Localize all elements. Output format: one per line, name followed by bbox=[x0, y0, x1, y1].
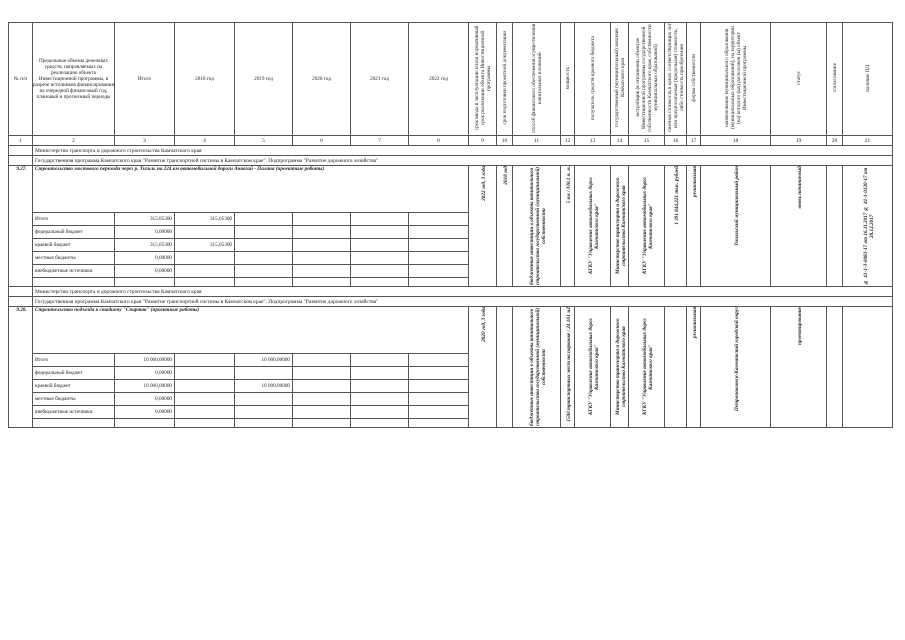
col-num: 20 bbox=[827, 136, 843, 146]
row-label: Итого bbox=[33, 213, 115, 226]
value-cell: 315,05300 bbox=[115, 239, 175, 252]
value-cell: 10 000,00000 bbox=[235, 354, 293, 367]
col-num: 8 bbox=[409, 136, 469, 146]
object-title-row bbox=[9, 307, 893, 354]
value-cell: 10 000,00000 bbox=[235, 380, 293, 393]
column-number-row bbox=[9, 136, 893, 146]
capacity: 5 км / 330,1 п. м. bbox=[565, 166, 572, 204]
value-cell: 0,00000 bbox=[115, 226, 175, 239]
design-term bbox=[497, 307, 513, 428]
header-col-3: Итого bbox=[115, 23, 175, 136]
value-cell: 315,05300 bbox=[115, 213, 175, 226]
program-row: Государственная программа Камчатского края "Развитие транспортной системы в Камчатском крае". Подпрограмма "Развитие дорожного хозяйства" bbox=[33, 156, 893, 166]
row-label: краевой бюджет bbox=[33, 380, 115, 393]
header-col-13: получатель средств краевого бюджета bbox=[589, 35, 596, 121]
col-num: 9 bbox=[469, 136, 497, 146]
col-num: 17 bbox=[687, 136, 701, 146]
design-term: 2018 год bbox=[502, 166, 509, 185]
object-title: Строительство мостового перехода через р. Тигиль на 224 км автомобильной дороги Анавгай - Палана (проектные работы) bbox=[33, 166, 469, 213]
row-label: внебюджетные источники bbox=[33, 265, 115, 278]
row-label: федеральный бюджет bbox=[33, 367, 115, 380]
municipality: Петропавловск-Камчатский городской округ bbox=[733, 307, 740, 412]
header-col-9: срок ввода в эксплуатацию и/или нормативный срок реализации объекта Инвестиционной программы bbox=[473, 25, 492, 131]
object-title-row bbox=[9, 166, 893, 213]
value-cell: 0,00000 bbox=[115, 406, 175, 419]
header-col-6: 2020 год bbox=[293, 23, 351, 136]
row-label: местные бюджеты bbox=[33, 252, 115, 265]
header-col-17: форма собственности bbox=[690, 54, 697, 102]
state-customer: Министерство транспорта и дорожного строительства Камчатского края bbox=[614, 177, 627, 275]
document-page bbox=[8, 22, 892, 524]
value-cell: 0,00000 bbox=[115, 265, 175, 278]
item-number: 9.28. bbox=[9, 307, 33, 428]
col-num: 15 bbox=[629, 136, 665, 146]
header-col-19: статус bbox=[795, 71, 802, 85]
row-label: федеральный бюджет bbox=[33, 226, 115, 239]
header-col-2: Предельные объемы денежных средств, направляемых на реализацию объекта Инвестиционной программы, в разрезе источников финансирования на очередной финансовый год, плановый и прогнозный периоды bbox=[33, 23, 115, 136]
col-num: 3 bbox=[115, 136, 175, 146]
header-col-21: наличие ПД bbox=[864, 64, 871, 92]
developer: КГКУ "Управление автомобильных дорог Камчатского края" bbox=[641, 177, 654, 275]
col-num: 7 bbox=[351, 136, 409, 146]
col-num: 12 bbox=[561, 136, 575, 146]
col-num: 13 bbox=[575, 136, 611, 146]
row-label: краевой бюджет bbox=[33, 239, 115, 252]
developer: КГКУ "Управление автомобильных дорог Камчатского края" bbox=[641, 318, 654, 416]
col-num: 2 bbox=[33, 136, 115, 146]
header-col-14: государственный (муниципальный) заказчик Камчатского края bbox=[613, 28, 626, 128]
header-col-20: согласование bbox=[831, 63, 838, 93]
header-col-15: застройщик (в отношении объектов Инвестиционной программы государственной собственности Камчатского края, собственности муниципальных образований) bbox=[634, 24, 659, 132]
commissioning-term: 2020 год, 3 года bbox=[480, 307, 487, 342]
header-col-18: наименование муниципального образования (муниципальных образований), на территории (на) которого (ых) расположен (ы) объект Инвестиционной программы bbox=[723, 26, 748, 130]
header-col-11: способ финансового обеспечения осуществления капитальных вложений bbox=[530, 23, 543, 133]
commissioning-term: 2022 год, 3 года bbox=[480, 166, 487, 201]
value-cell: 0,00000 bbox=[115, 393, 175, 406]
col-num: 10 bbox=[497, 136, 513, 146]
value-cell: 10 000,00000 bbox=[115, 380, 175, 393]
col-num: 1 bbox=[9, 136, 33, 146]
status: проектирование bbox=[796, 307, 803, 345]
program-row: Государственная программа Камчатского края "Развитие транспортной системы в Камчатском крае". Подпрограмма "Развитие дорожного хозяйства" bbox=[33, 297, 893, 307]
col-num: 11 bbox=[513, 136, 561, 146]
header-col-7: 2021 год bbox=[351, 23, 409, 136]
funds-recipient: КГКУ "Управление автомобильных дорог Камчатского края" bbox=[587, 318, 600, 416]
value-cell: 315,05300 bbox=[175, 213, 235, 226]
col-num: 14 bbox=[611, 136, 629, 146]
value-cell: 0,00000 bbox=[115, 367, 175, 380]
header-col-12: мощность bbox=[564, 66, 571, 90]
header-col-1: № п/п bbox=[9, 23, 33, 136]
design-documents bbox=[843, 307, 893, 428]
ownership-form: региональная bbox=[691, 307, 698, 338]
funds-recipient: КГКУ "Управление автомобильных дорог Камчатского края" bbox=[587, 177, 600, 275]
capacity: 1500 транспортных мест на парковке / 24 161 м2 bbox=[565, 307, 572, 422]
row-label: внебюджетные источники bbox=[33, 406, 115, 419]
value-cell: 10 000,00000 bbox=[115, 354, 175, 367]
col-num: 16 bbox=[665, 136, 687, 146]
approval-cell bbox=[827, 307, 843, 428]
col-num: 6 bbox=[293, 136, 351, 146]
ministry-row: Министерство транспорта и дорожного строительства Камчатского края bbox=[33, 146, 893, 156]
item-number: 9.27. bbox=[9, 166, 33, 287]
estimated-cost: 1 391 844,221 тыс. рублей bbox=[673, 166, 680, 225]
row-label: Итого bbox=[33, 354, 115, 367]
row-label: местные бюджеты bbox=[33, 393, 115, 406]
header-col-4: 2018 год bbox=[175, 23, 235, 136]
ministry-row: Министерство транспорта и дорожного строительства Камчатского края bbox=[33, 287, 893, 297]
investment-program-table bbox=[8, 22, 893, 428]
col-num: 5 bbox=[235, 136, 293, 146]
col-num: 4 bbox=[175, 136, 235, 146]
header-col-10: срок подготовки проектной документации bbox=[501, 31, 508, 125]
value-cell: 315,05300 bbox=[175, 239, 235, 252]
ownership-form: региональная bbox=[691, 166, 698, 197]
municipality: Тигильский муниципальный район bbox=[733, 166, 740, 246]
col-num: 18 bbox=[701, 136, 771, 146]
header-col-5: 2019 год bbox=[235, 23, 293, 136]
header-row bbox=[9, 23, 893, 136]
approval-cell bbox=[827, 166, 843, 287]
design-documents: № 41-1-3-0083-17 от 16.11.2017 № 41-1-0120-17 от 28.12.2017 bbox=[862, 167, 875, 285]
financing-method: бюджетные инвестиции в объекты капитального строительства государственной (муниципальной) собственности bbox=[528, 307, 547, 427]
header-col-16: сметная стоимость в ценах соответствующих лет или предполагаемая (предельная) стоимость, либо стоимость приобретения bbox=[666, 23, 685, 133]
estimated-cost bbox=[665, 307, 687, 428]
state-customer: Министерство транспорта и дорожного строительства Камчатского края bbox=[614, 318, 627, 416]
status: вновь начинаемый bbox=[796, 166, 803, 209]
financing-method: бюджетные инвестиции в объекты капитального строительства государственной (муниципальной) собственности bbox=[528, 166, 547, 286]
header-col-8: 2022 год bbox=[409, 23, 469, 136]
col-num: 19 bbox=[771, 136, 827, 146]
col-num: 21 bbox=[843, 136, 893, 146]
object-title: Строительство подъезда к стадиону "Спартак" (проектные работы) bbox=[33, 307, 469, 354]
value-cell: 0,00000 bbox=[115, 252, 175, 265]
